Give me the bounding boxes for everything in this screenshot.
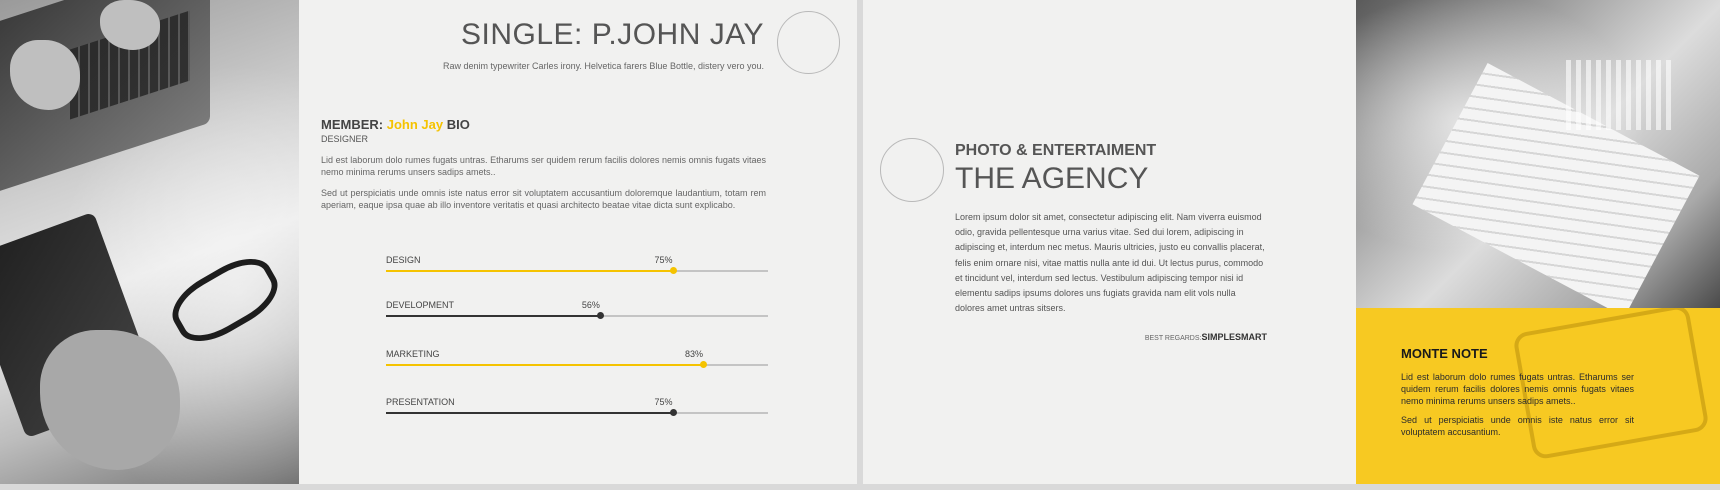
skill-track xyxy=(386,364,768,366)
skill-fill xyxy=(386,364,703,366)
regards-name: SIMPLESMART xyxy=(1201,332,1267,342)
skill-development xyxy=(386,300,768,322)
agency-body: Lorem ipsum dolor sit amet, consectetur adipiscing elit. Nam viverra euismod odio, gravida pellentesque urna varius vitae. Sed dui lorem, adipiscing in adipiscing et, interdum nec metus. Mauris ultricies, justo eu convallis placerat, felis enim ornare nisi, vitae mattis nulla ante id dui. Ut lectus purus, commodo et tincidunt vel, interdum sed lectus. Vestibulum adipiscing tempor nisi id elementu sadips ipsums dolores uns fugiats gravida nam elit vols nulla dolores amet untras sitsers. xyxy=(955,212,1265,314)
skill-handle xyxy=(670,409,677,416)
skill-handle xyxy=(597,312,604,319)
member-prefix: MEMBER: xyxy=(321,117,384,132)
skill-handle xyxy=(670,267,677,274)
skill-fill xyxy=(386,412,673,414)
note-paragraph: Sed ut perspiciatis unde omnis iste natus error sit voluptatem accusantium. xyxy=(1401,415,1634,437)
skill-label: DESIGN xyxy=(386,255,421,265)
member-name: John Jay xyxy=(386,117,444,132)
note-title: MONTE NOTE xyxy=(1401,346,1488,361)
regards-prefix: BEST REGARDS: xyxy=(1144,335,1202,342)
hand-shape xyxy=(40,330,180,470)
skill-track xyxy=(386,270,768,272)
bar-graph-overlay xyxy=(1566,60,1676,130)
skill-label: MARKETING xyxy=(386,349,440,359)
skill-track xyxy=(386,412,768,414)
skill-design xyxy=(386,255,768,277)
skill-marketing xyxy=(386,349,768,371)
glasses-shape xyxy=(162,247,287,354)
note-paragraph: Lid est laborum dolo rumes fugats untras. Etharums ser quidem rerum facilis dolores nemis omnis fugats vitaes nemo minima rerums unsers sadips amets.. xyxy=(1401,372,1634,406)
skill-percent: 56% xyxy=(581,300,600,310)
skill-presentation xyxy=(386,397,768,419)
agency-title: THE AGENCY xyxy=(955,162,1149,195)
skill-percent: 83% xyxy=(685,349,704,359)
skill-percent: 75% xyxy=(654,255,673,265)
skill-track xyxy=(386,315,768,317)
page-subtitle: Raw denim typewriter Carles irony. Helvetica farers Blue Bottle, distery vero you. xyxy=(443,61,764,71)
page-title: SINGLE: P.JOHN JAY xyxy=(461,18,764,51)
skill-label: DEVELOPMENT xyxy=(386,300,455,310)
skill-handle xyxy=(700,361,707,368)
decorative-circle xyxy=(777,11,840,74)
skill-label: PRESENTATION xyxy=(386,397,455,407)
skill-fill xyxy=(386,315,600,317)
bio-paragraph: Sed ut perspiciatis unde omnis iste natus error sit voluptatem accusantium doloremque laudantium, totam rem aperiam, eaque ipsa quae ab illo inventore veritatis et quasi architecto beatae vitae dicta sunt explicabo. xyxy=(321,188,766,210)
business-chart-photo xyxy=(1356,0,1720,308)
laptop-desk-photo xyxy=(0,0,299,484)
member-suffix: BIO xyxy=(446,117,470,132)
bio-paragraph: Lid est laborum dolo rumes fugats untras. Etharums ser quidem rerum facilis dolores nemis omnis fugats vitaes nemo minima rerums unsers sadips amets.. xyxy=(321,155,766,177)
skill-fill xyxy=(386,270,673,272)
skill-percent: 75% xyxy=(654,397,673,407)
regards-line xyxy=(1060,332,1267,342)
agency-kicker: PHOTO & ENTERTAIMENT xyxy=(955,142,1157,159)
member-role: DESIGNER xyxy=(321,134,369,144)
member-heading xyxy=(321,117,470,132)
decorative-circle xyxy=(880,138,944,202)
